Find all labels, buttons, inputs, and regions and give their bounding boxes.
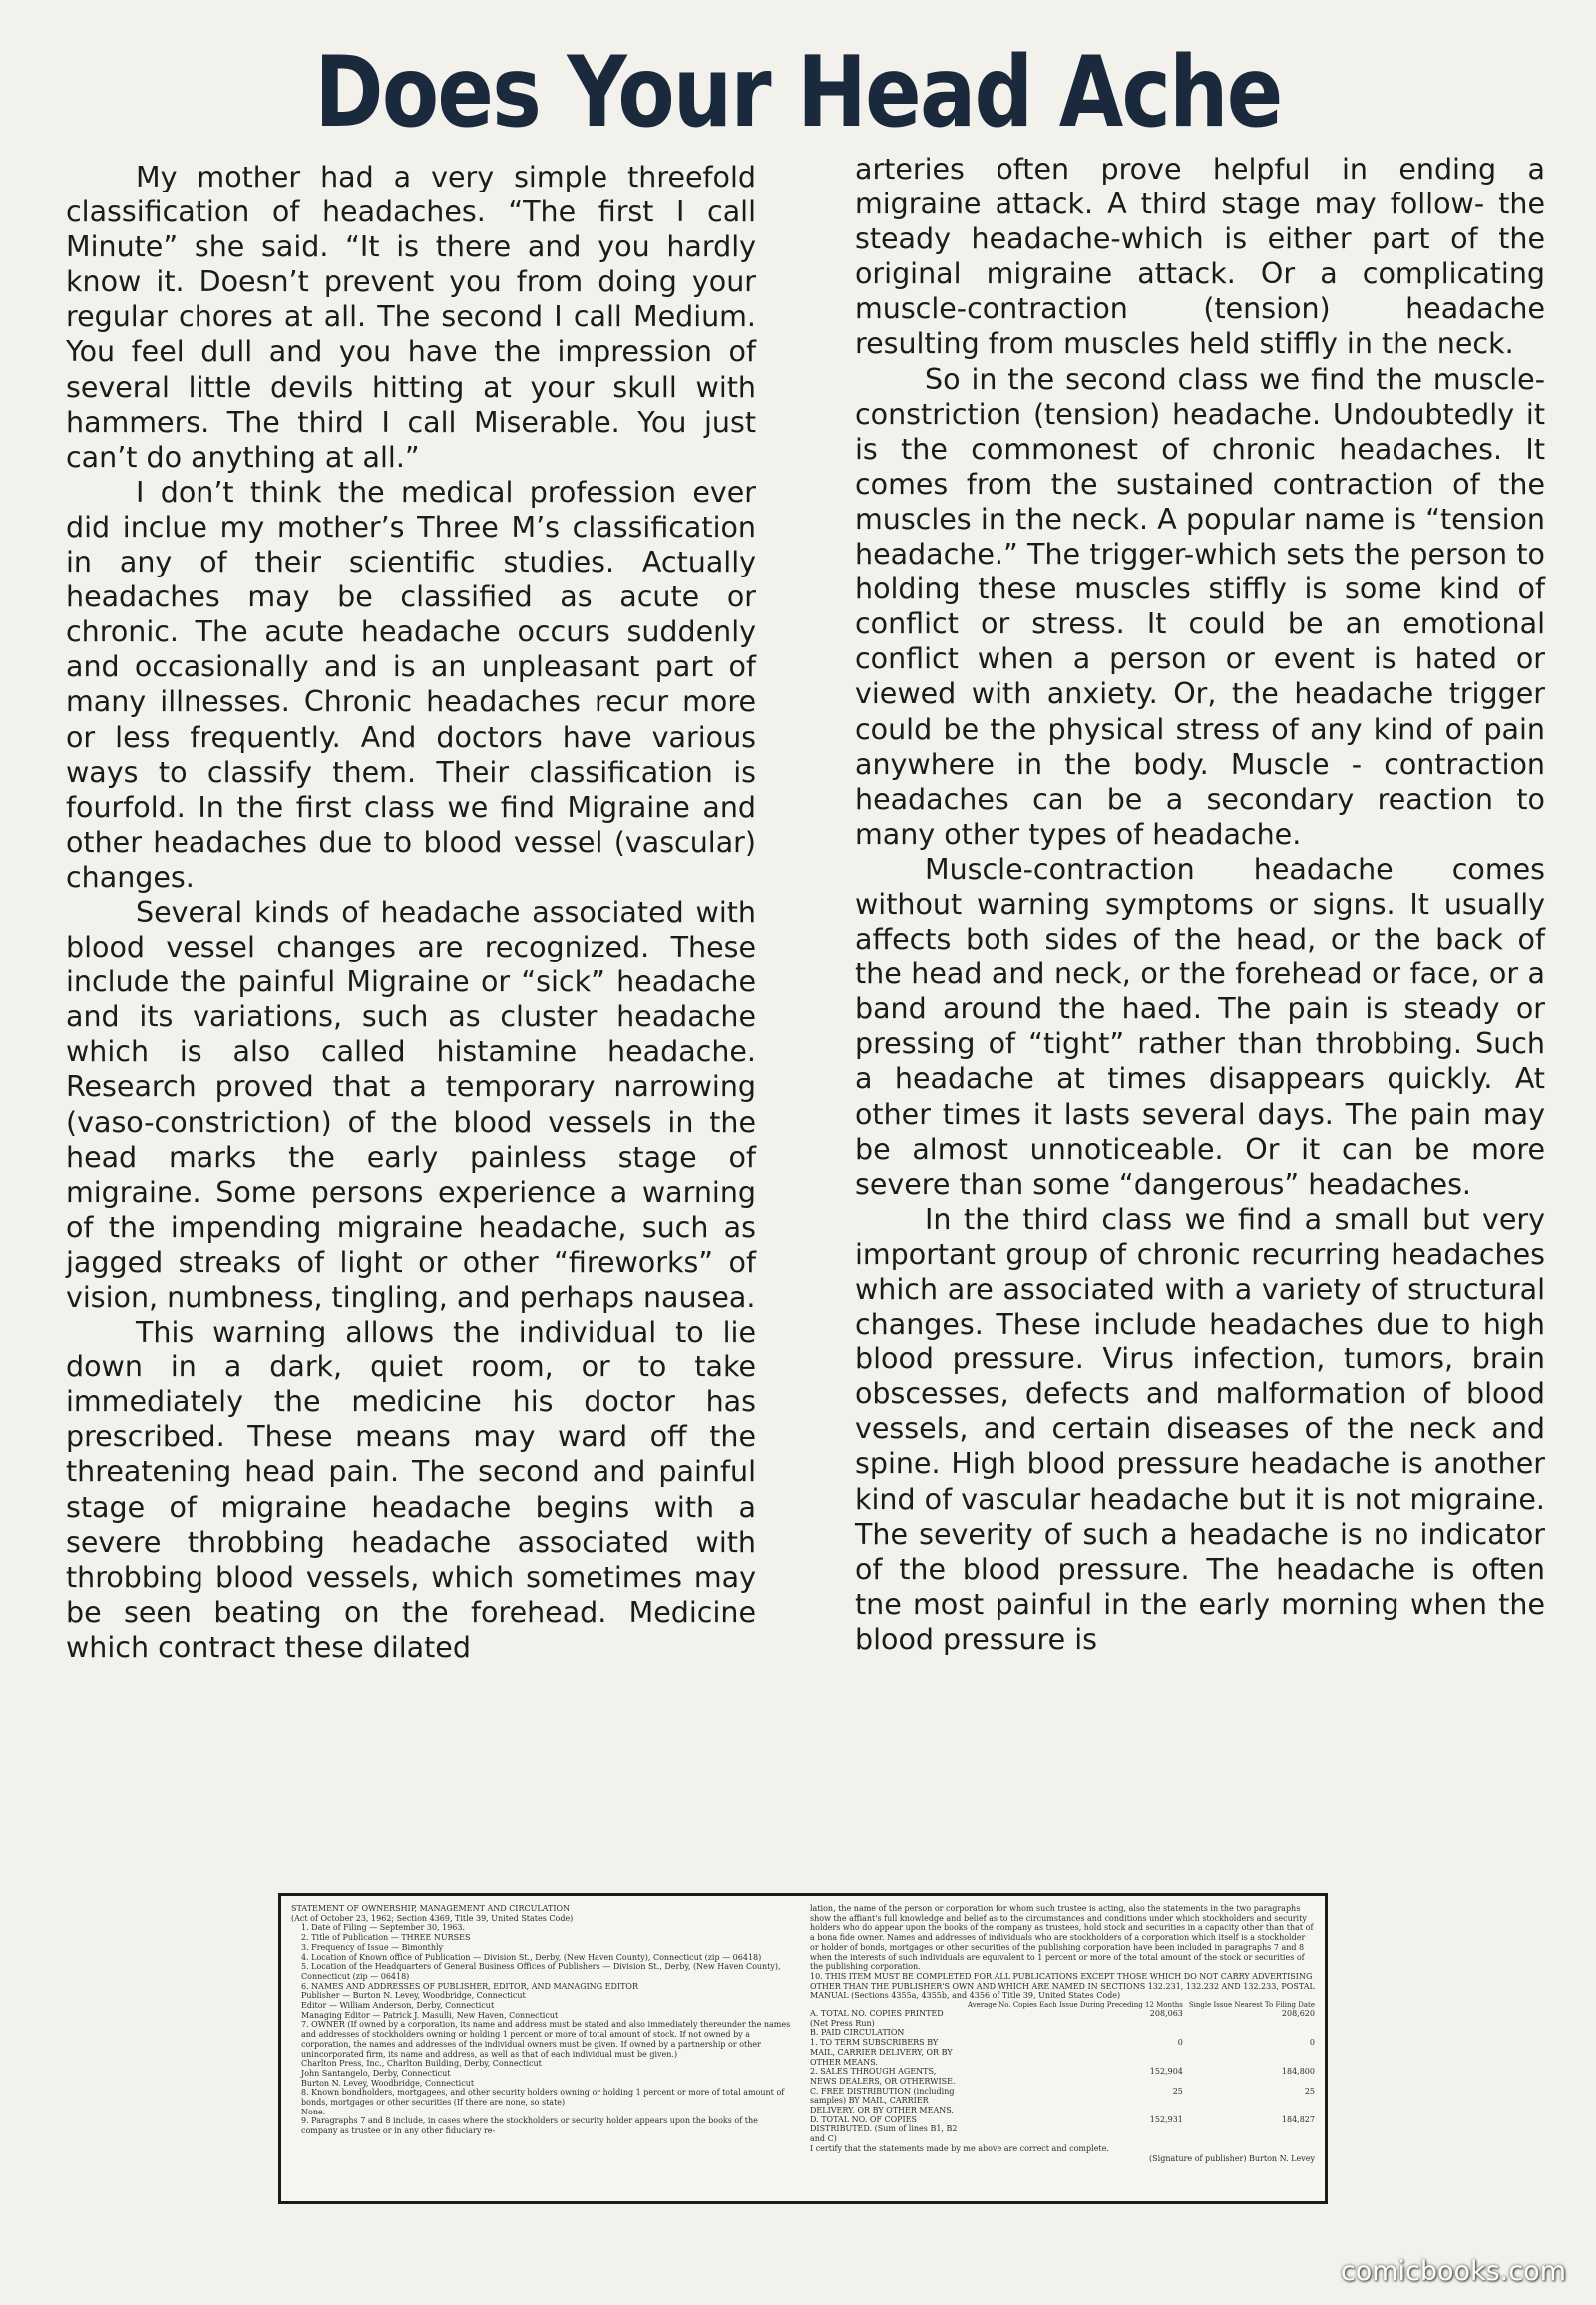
paragraph: arteries often prove helpful in ending a migraine attack. A third stage may follow- the steady headache-which is either part of the original migraine attack. Or a complicating muscle-contraction (tension) headache resulting from muscles held stiffly in the neck. bbox=[855, 153, 1545, 361]
single-value: 25 bbox=[1304, 2086, 1315, 2096]
statement-line: 2. Title of Publication — THREE NURSES bbox=[301, 1933, 471, 1943]
statement-line: 7. OWNER (If owned by a corporation, its name and address must be stated and also immediately thereunder the names and addresses of stockholders owning or holding 1 percent or more of total amount of stock. If not owned by a corporation, the names and addresses of the individual owners must be given. If owned by a partnership or other unincorporated firm, its name and address, as well as that of each individual must be given.) bbox=[301, 2020, 791, 2059]
row-label: 1. TO TERM SUBSCRIBERS BY MAIL, CARRIER DELIVERY, OR BY OTHER MEANS. bbox=[810, 2038, 953, 2067]
row-label: 2. SALES THROUGH AGENTS, NEWS DEALERS, OR OTHERWISE. bbox=[810, 2067, 956, 2086]
table-header-row bbox=[810, 2001, 1315, 2009]
statement-line: 6. NAMES AND ADDRESSES OF PUBLISHER, EDITOR, AND MANAGING EDITOR bbox=[301, 1981, 639, 1991]
statement-line: 10. THIS ITEM MUST BE COMPLETED FOR ALL PUBLICATIONS EXCEPT THOSE WHICH DO NOT CARRY ADVERTISING OTHER THAN THE PUBLISHER'S OWN AND WHICH ARE NAMED IN SECTIONS 132.231, 132.232 AND 132.233, POSTAL MANUAL (Sections 4355a, 4355b, and 4356 of Title 39, United States Code) bbox=[810, 1971, 1315, 2001]
paragraph: In the third class we find a small but very important group of chronic recurring headaches which are associated with a variety of structural changes. These include headaches due to high blood pressure. Virus infection, tumors, brain obscesses, defects and malformation of blood vessels, and certain diseases of the neck and spine. High blood pressure headache is another kind of vascular headache but it is not migraine. The severity of such a headache is no indicator of the blood pressure. The headache is often tne most painful in the early morning when the blood pressure is bbox=[855, 1202, 1545, 1656]
statement-line: Charlton Press, Inc., Charlton Building, Derby, Connecticut bbox=[301, 2059, 542, 2069]
article-left-column bbox=[66, 160, 756, 1665]
ownership-statement-box bbox=[278, 1893, 1328, 2204]
circulation-table bbox=[810, 2001, 1315, 2144]
avg-value: 152,931 bbox=[1149, 2114, 1183, 2124]
single-value: 208,620 bbox=[1281, 2009, 1315, 2019]
page-title: Does Your Head Ache bbox=[314, 36, 1282, 150]
avg-value bbox=[962, 2028, 1183, 2038]
table-row bbox=[810, 2115, 1315, 2144]
row-label: D. TOTAL NO. OF COPIES DISTRIBUTED. (Sum of lines B1, B2 and C) bbox=[810, 2114, 958, 2144]
paragraph: My mother had a very simple threefold classification of headaches. “The first I call Minute” she said. “It is there and you hardly know it. Doesn’t prevent you from doing your regular chores at all. The second I call Medium. You feel dull and you have the impression of several little devils hitting at your skull with hammers. The third I call Miserable. You just can’t do anything at all.” bbox=[66, 161, 756, 474]
statement-line: Managing Editor — Patrick J. Masulli, New Haven, Connecticut bbox=[301, 2010, 559, 2020]
paragraph: Several kinds of headache associated with blood vessel changes are recognized. These include the painful Migraine or “sick” headache and its variations, such as cluster headache which is also called histamine headache. Research proved that a temporary narrowing (vaso-constriction) of the blood vessels in the head marks the early painless stage of migraine. Some persons experience a warning of the impending migraine headache, such as jagged streaks of light or other “fireworks” of vision, numbness, tingling, and perhaps nausea. bbox=[66, 895, 756, 1314]
row-label: A. TOTAL NO. COPIES PRINTED (Net Press Run) bbox=[810, 2009, 944, 2028]
row-label: C. FREE DISTRIBUTION (including samples) BY MAIL, CARRIER DELIVERY, OR BY OTHER MEANS. bbox=[810, 2086, 955, 2115]
statement-line: STATEMENT OF OWNERSHIP, MANAGEMENT AND CIRCULATION bbox=[291, 1904, 571, 1913]
statement-line: Editor — William Anderson, Derby, Connecticut bbox=[301, 2001, 495, 2011]
statement-line: Burton N. Levey, Woodbridge, Connecticut bbox=[301, 2078, 475, 2088]
table-header: Average No. Copies Each Issue During Preceding 12 Months bbox=[967, 2001, 1183, 2010]
paragraph: Muscle-contraction headache comes without warning symptoms or signs. It usually affects both sides of the head, or the back of the head and neck, or the forehead or face, or a band around the haed. The pain is steady or pressing of “tight” rather than throbbing. Such a headache at times disappears quickly. At other times it lasts several days. The pain may be almost unnoticeable. Or it can be more severe than some “dangerous” headaches. bbox=[855, 852, 1545, 1201]
table-row bbox=[810, 2009, 1315, 2028]
statement-right-column bbox=[810, 1904, 1315, 2193]
table-header: Single Issue Nearest To Filing Date bbox=[1188, 2001, 1315, 2010]
certify-line: I certify that the statements made by me above are correct and complete. bbox=[810, 2143, 1109, 2153]
statement-line: 1. Date of Filing — September 30, 1963. bbox=[301, 1923, 466, 1933]
paragraph: This warning allows the individual to lie down in a dark, quiet room, or to take immediately the medicine his doctor has prescribed. These means may ward off the threatening head pain. The second and painful stage of migraine headache begins with a severe throbbing headache associated with throbbing blood vessels, which sometimes may be seen beating on the forehead. Medicine which contract these dilated bbox=[66, 1316, 756, 1664]
avg-value: 152,904 bbox=[1149, 2067, 1183, 2077]
avg-value: 208,063 bbox=[1149, 2009, 1183, 2019]
single-value: 0 bbox=[1309, 2038, 1315, 2048]
table-row bbox=[810, 2028, 1315, 2038]
statement-line: Publisher — Burton N. Levey, Woodbridge, Connecticut bbox=[301, 1991, 526, 2001]
table-row bbox=[810, 2087, 1315, 2115]
row-label: B. PAID CIRCULATION bbox=[810, 2028, 905, 2038]
table-row bbox=[810, 2038, 1315, 2067]
single-value: 184,827 bbox=[1281, 2114, 1315, 2124]
avg-value: 0 bbox=[1177, 2038, 1183, 2048]
table-row bbox=[810, 2067, 1315, 2086]
statement-line: 8. Known bondholders, mortgagees, and other security holders owning or holding 1 percent or more of total amount of bonds, mortgages or other securities (If there are none, so state) bbox=[301, 2088, 785, 2108]
statement-left-column bbox=[291, 1904, 796, 2193]
single-value bbox=[1183, 2028, 1315, 2038]
paragraph: I don’t think the medical profession ever did inclue my mother’s Three M’s classification in any of their scientific studies. Actually headaches may be classified as acute or chronic. The acute headache occurs suddenly and occasionally and is an unpleasant part of many illnesses. Chronic headaches recur more or less frequently. And doctors have various ways to classify them. Their classification is fourfold. In the first class we find Migraine and other headaches due to blood vessel (vascular) changes. bbox=[66, 475, 756, 894]
paragraph: So in the second class we find the muscle-constriction (tension) headache. Undoubtedly it is the commonest of chronic headaches. It comes from the sustained contraction of the muscles in the neck. A popular name is “tension headache.” The trigger-which sets the person to holding these muscles stiffly is some kind of conflict or stress. It could be an emotional conflict when a person or event is hated or viewed with anxiety. Or, the headache trigger could be the physical stress of any kind of pain anywhere in the body. Muscle - contraction headaches can be a secondary reaction to many other types of headache. bbox=[855, 362, 1545, 851]
statement-line: (Act of October 23, 1962; Section 4369, Title 39, United States Code) bbox=[291, 1913, 574, 1923]
signature-line: (Signature of publisher) Burton N. Levey bbox=[1149, 2153, 1315, 2163]
avg-value: 25 bbox=[1172, 2086, 1183, 2096]
statement-line: lation, the name of the person or corporation for whom such trustee is acting, also the statements in the two paragraphs show the affiant's full knowledge and belief as to the circumstances and conditions under which stockholders and security holders who do appear upon the books of the company as trustees, hold stock and securities in a capacity other than that of a bona fide owner. Names and addresses of individuals who are stockholders of a corporation which itself is a stockholder or holder of bonds, mortgages or other securities of the publishing corporation have been included in paragraphs 7 and 8 when the interests of such individuals are equivalent to 1 percent or more of the total amount of the stock or securities of the publishing corporation. bbox=[810, 1904, 1314, 1972]
statement-line: 4. Location of Known office of Publication — Division St., Derby, (New Haven County), Connecticut (zip — 06418) bbox=[301, 1952, 762, 1962]
statement-line: 5. Location of the Headquarters of General Business Offices of Publishers — Division St., Derby, (New Haven County), Connecticut (zip — 06418) bbox=[301, 1962, 781, 1981]
statement-line: 9. Paragraphs 7 and 8 include, in cases where the stockholders or security holder appears upon the books of the company as trustee or in any other fiduciary re- bbox=[301, 2116, 758, 2136]
single-value: 184,800 bbox=[1281, 2067, 1315, 2077]
statement-line: None. bbox=[301, 2107, 326, 2116]
article-right-column bbox=[855, 152, 1545, 1657]
site-watermark: comicbooks.com bbox=[1340, 2256, 1566, 2287]
statement-line: 3. Frequency of Issue — Bimonthly bbox=[301, 1942, 444, 1952]
statement-line: John Santangelo, Derby, Connecticut bbox=[301, 2068, 451, 2078]
